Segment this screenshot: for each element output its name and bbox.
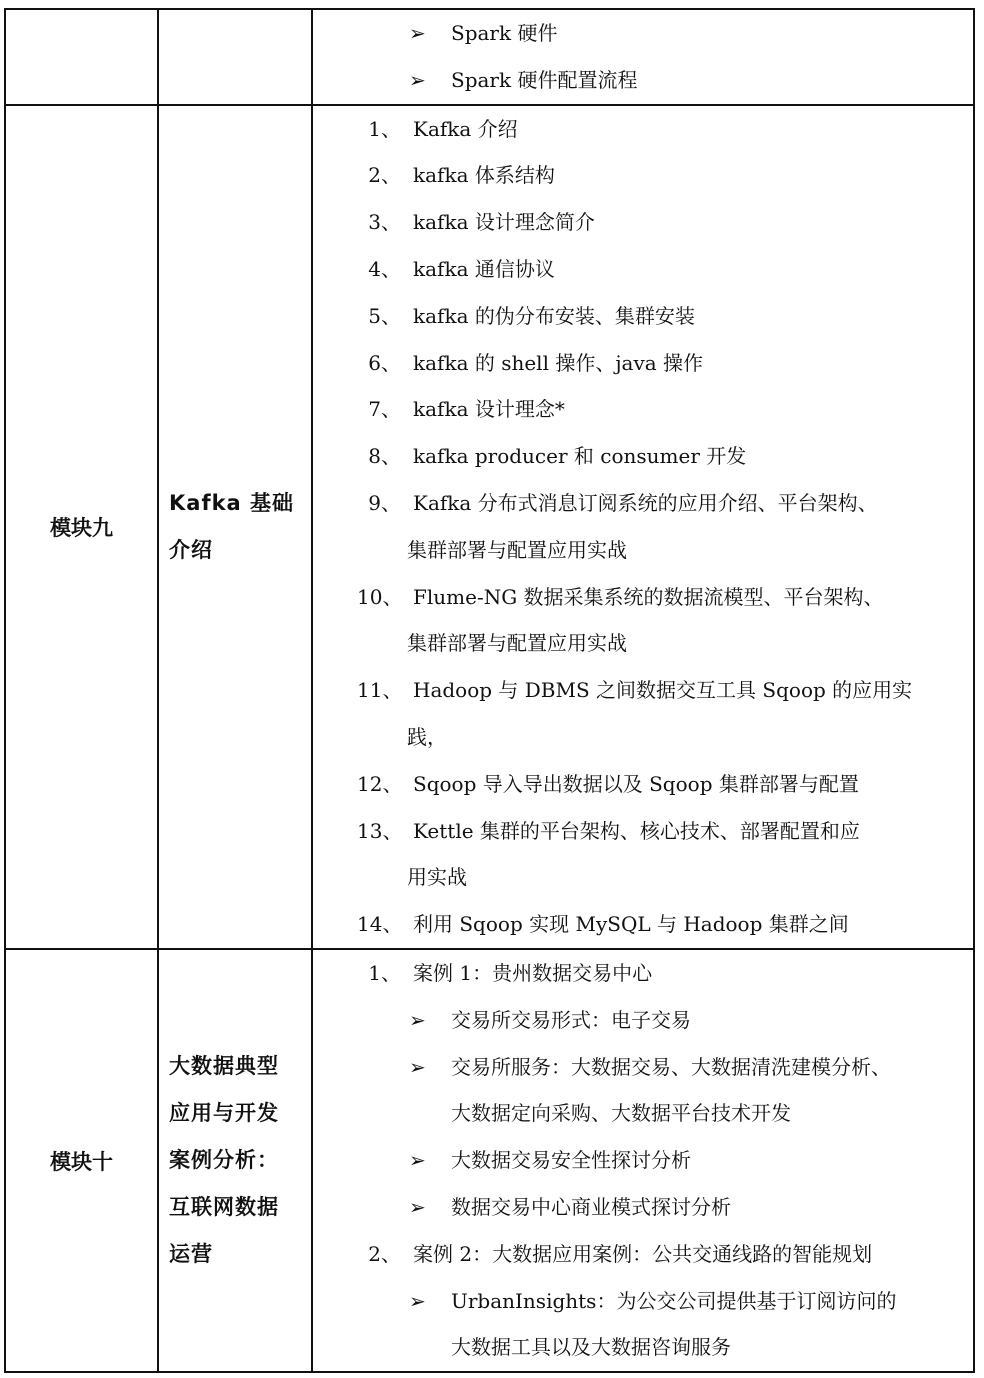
item-number: 2、	[368, 163, 401, 188]
title-line: 运营	[169, 1242, 213, 1267]
item-number: 9、	[368, 490, 401, 515]
list-item: ➢ 数据交易中心商业模式探讨分析	[313, 1184, 965, 1231]
item-number: 1、	[368, 960, 401, 985]
list-item-continuation: 践，	[407, 724, 447, 749]
arrow-bullet-icon: ➢	[409, 1054, 426, 1079]
list-item: ➢ 大数据交易安全性探讨分析	[313, 1137, 965, 1184]
list-item-continuation: 集群部署与配置应用实战	[407, 631, 627, 656]
arrow-bullet-icon: ➢	[409, 1148, 426, 1173]
arrow-bullet-icon: ➢	[409, 1288, 426, 1313]
item-number: 8、	[368, 444, 401, 469]
table-row	[5, 105, 974, 949]
item-number: 13、	[357, 818, 403, 843]
list-item: 8、 kafka producer 和 consumer 开发	[313, 433, 965, 480]
table-row	[5, 949, 974, 1372]
list-item: ➢ 交易所交易形式：电子交易	[313, 997, 965, 1044]
list-item: 6、 kafka 的 shell 操作、java 操作	[313, 340, 965, 387]
item-number: 7、	[368, 397, 401, 422]
title-cell	[158, 949, 312, 1372]
list-item-continuation: 大数据工具以及大数据咨询服务	[451, 1335, 731, 1360]
module-cell: 模块九	[5, 105, 158, 949]
list-item: 1、 案例 1：贵州数据交易中心	[313, 950, 965, 997]
list-item: ➢ UrbanInsights：为公交公司提供基于订阅访问的	[313, 1278, 965, 1325]
title-line: 案例分析：	[169, 1148, 279, 1173]
list-item: 2、 kafka 体系结构	[313, 152, 965, 199]
list-item: 13、 Kettle 集群的平台架构、核心技术、部署配置和应	[313, 808, 965, 855]
item-number: 12、	[357, 771, 403, 796]
item-number: 10、	[357, 584, 403, 609]
list-item-continuation: 用实战	[407, 865, 467, 890]
title-line: Kafka 基础	[169, 490, 295, 515]
list-item: ➢ Spark 硬件	[313, 10, 965, 57]
item-number: 4、	[368, 256, 401, 281]
item-number: 2、	[368, 1241, 401, 1266]
arrow-bullet-icon: ➢	[409, 1007, 426, 1032]
list-item: 1、 Kafka 介绍	[313, 106, 965, 153]
item-number: 3、	[368, 210, 401, 235]
list-item: 10、 Flume-NG 数据采集系统的数据流模型、平台架构、	[313, 574, 965, 621]
list-item-continuation: 大数据定向采购、大数据平台技术开发	[451, 1101, 791, 1126]
list-item: 5、 kafka 的伪分布安装、集群安装	[313, 293, 965, 340]
title-line: 应用与开发	[169, 1101, 279, 1126]
arrow-bullet-icon: ➢	[409, 21, 426, 45]
course-outline-table	[4, 8, 975, 1373]
arrow-bullet-icon: ➢	[409, 67, 426, 92]
list-item: 9、 Kafka 分布式消息订阅系统的应用介绍、平台架构、	[313, 480, 965, 527]
list-item: ➢ Spark 硬件配置流程	[313, 57, 965, 104]
title-line: 大数据典型	[169, 1054, 279, 1079]
item-number: 6、	[368, 350, 401, 375]
item-number: 5、	[368, 303, 401, 328]
content-cell	[312, 9, 974, 105]
arrow-bullet-icon: ➢	[409, 1194, 426, 1219]
list-item: 3、 kafka 设计理念简介	[313, 199, 965, 246]
list-item: 4、 kafka 通信协议	[313, 246, 965, 293]
list-item: 2、 案例 2：大数据应用案例：公共交通线路的智能规划	[313, 1231, 965, 1278]
title-line: 介绍	[169, 537, 213, 562]
item-number: 11、	[357, 678, 403, 703]
table-row	[5, 9, 974, 105]
item-number: 14、	[357, 912, 403, 937]
module-cell	[5, 9, 158, 105]
list-item: ➢ 交易所服务：大数据交易、大数据清洗建模分析、	[313, 1044, 965, 1091]
content-cell	[312, 105, 974, 949]
module-cell: 模块十	[5, 949, 158, 1372]
list-item: 7、 kafka 设计理念*	[313, 386, 965, 433]
list-item: 12、 Sqoop 导入导出数据以及 Sqoop 集群部署与配置	[313, 761, 965, 808]
list-item-continuation: 集群部署与配置应用实战	[407, 537, 627, 562]
title-line: 互联网数据	[169, 1195, 279, 1220]
list-item: 11、 Hadoop 与 DBMS 之间数据交互工具 Sqoop 的应用实	[313, 667, 965, 714]
item-number: 1、	[368, 116, 401, 141]
content-cell	[312, 949, 974, 1372]
title-cell	[158, 9, 312, 105]
title-cell	[158, 105, 312, 949]
list-item: 14、 利用 Sqoop 实现 MySQL 与 Hadoop 集群之间	[313, 901, 965, 948]
